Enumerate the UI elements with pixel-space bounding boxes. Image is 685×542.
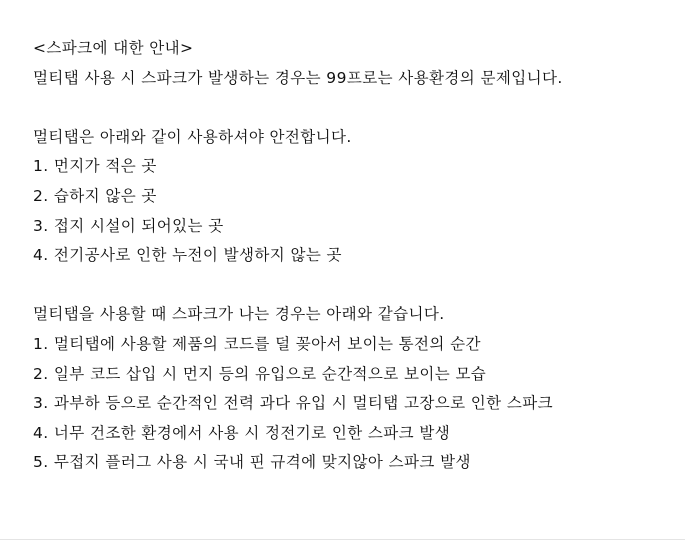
list-item: 1. 멀티탭에 사용할 제품의 코드를 덜 꽂아서 보이는 통전의 순간 bbox=[33, 334, 481, 353]
spacer bbox=[33, 93, 673, 123]
list-item: 1. 먼지가 적은 곳 bbox=[33, 157, 157, 176]
spark-cases-list bbox=[33, 330, 673, 478]
spark-heading: 멀티탭을 사용할 때 스파크가 나는 경우는 아래와 같습니다. bbox=[33, 305, 445, 324]
list-item: 4. 전기공사로 인한 누전이 발생하지 않는 곳 bbox=[33, 246, 342, 265]
usage-list bbox=[33, 152, 673, 270]
list-item: 2. 습하지 않은 곳 bbox=[33, 186, 157, 205]
bottom-divider bbox=[0, 539, 685, 540]
spacer bbox=[33, 271, 673, 301]
spark-notice bbox=[33, 34, 673, 478]
list-item: 5. 무접지 플러그 사용 시 국내 핀 규격에 맞지않아 스파크 발생 bbox=[33, 453, 471, 472]
list-item: 3. 과부하 등으로 순간적인 전력 과다 유입 시 멀티탭 고장으로 인한 스파크 bbox=[33, 394, 554, 413]
list-item: 3. 접지 시설이 되어있는 곳 bbox=[33, 216, 224, 235]
usage-heading: 멀티탭은 아래와 같이 사용하셔야 안전합니다. bbox=[33, 127, 352, 146]
list-item: 2. 일부 코드 삽입 시 먼지 등의 유입으로 순간적으로 보이는 모습 bbox=[33, 364, 487, 383]
list-item: 4. 너무 건조한 환경에서 사용 시 정전기로 인한 스파크 발생 bbox=[33, 423, 451, 442]
notice-intro: 멀티탭 사용 시 스파크가 발생하는 경우는 99프로는 사용환경의 문제입니다. bbox=[33, 68, 563, 87]
notice-title: <스파크에 대한 안내> bbox=[33, 39, 194, 57]
